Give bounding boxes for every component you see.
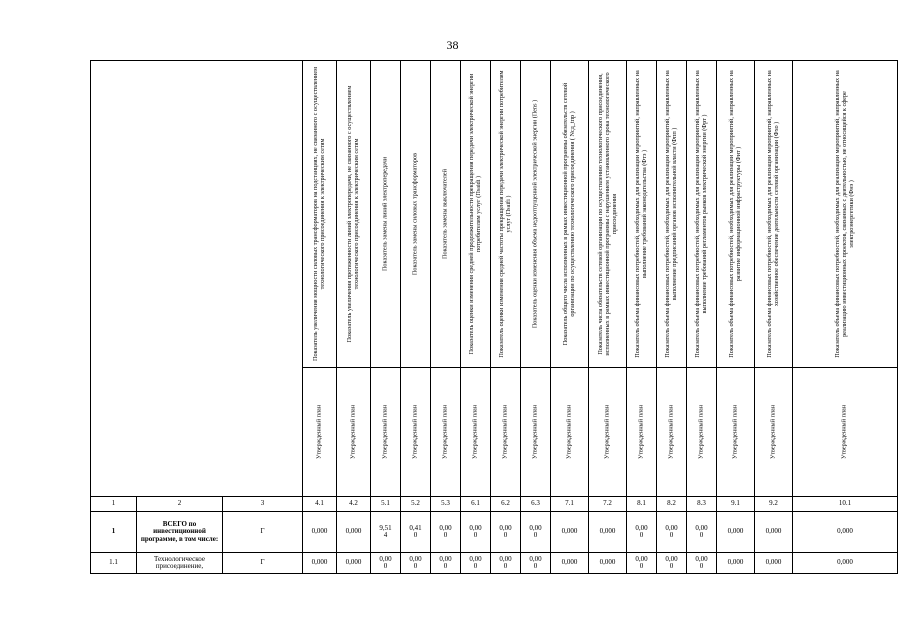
measure-header: Показатель увеличения протяженности линий электропередачи, не связанного с осуществлением технологического присоединения к электрическим сетям xyxy=(337,61,371,368)
value-cell: 0,00 0 xyxy=(491,553,521,574)
measure-header: Показатель объема финансовых потребностей, необходимых для реализации мероприятий, направленных на выполнение требований регламентов рынков электрической энергии (Фрт ) xyxy=(687,61,717,368)
value-cell: 0,00 0 xyxy=(461,553,491,574)
column-number: 9.2 xyxy=(755,497,793,512)
plan-header: Утвержденный план xyxy=(793,368,898,497)
row-number: 1.1 xyxy=(91,553,137,574)
indicators-table xyxy=(90,60,898,574)
column-number: 8.2 xyxy=(657,497,687,512)
header-blank-cell xyxy=(91,61,303,497)
measure-header: Показатель объема финансовых потребностей, необходимых для реализации мероприятий, направленных на хозяйственное обеспечение деятельности сетевой организации (Фхо ) xyxy=(755,61,793,368)
measure-header: Показатель оценки изменения средней продолжительности прекращения передачи электрической энергии потребителям услуг (Пsaidi ) xyxy=(461,61,491,368)
row-id: Г xyxy=(223,512,303,553)
row-number: 1 xyxy=(91,512,137,553)
column-number: 6.1 xyxy=(461,497,491,512)
column-number: 8.1 xyxy=(627,497,657,512)
measure-header: Показатель объема финансовых потребностей, необходимых для реализации мероприятий, направленных на выполнение требований законодательства (Фтз ) xyxy=(627,61,657,368)
row-name: ВСЕГО по инвестиционной программе, в том числе: xyxy=(137,512,223,553)
value-cell: 0,00 0 xyxy=(627,553,657,574)
measure-header: Показатель объема финансовых потребностей, необходимых для реализации мероприятий, направленных на выполнение предписаний органов исполнительной власти (Фпп ) xyxy=(657,61,687,368)
measure-header: Показатель замены линий электропередачи xyxy=(371,61,401,368)
plan-header: Утвержденный план xyxy=(461,368,491,497)
value-cell: 0,000 xyxy=(337,553,371,574)
table-row xyxy=(91,553,898,574)
plan-header: Утвержденный план xyxy=(551,368,589,497)
value-cell: 9,51 4 xyxy=(371,512,401,553)
value-cell: 0,000 xyxy=(551,512,589,553)
value-cell: 0,00 0 xyxy=(431,553,461,574)
measure-header: Показатель замены выключателей xyxy=(431,61,461,368)
plan-header: Утвержденный план xyxy=(755,368,793,497)
plan-header: Утвержденный план xyxy=(657,368,687,497)
value-cell: 0,000 xyxy=(337,512,371,553)
column-number: 10.1 xyxy=(793,497,898,512)
plan-header: Утвержденный план xyxy=(589,368,627,497)
value-cell: 0,00 0 xyxy=(431,512,461,553)
plan-header: Утвержденный план xyxy=(491,368,521,497)
value-cell: 0,000 xyxy=(717,553,755,574)
table-row xyxy=(91,512,898,553)
plan-header: Утвержденный план xyxy=(401,368,431,497)
value-cell: 0,00 0 xyxy=(687,553,717,574)
column-number: 7.1 xyxy=(551,497,589,512)
column-number: 8.3 xyxy=(687,497,717,512)
value-cell: 0,000 xyxy=(717,512,755,553)
value-cell: 0,00 0 xyxy=(461,512,491,553)
value-cell: 0,00 0 xyxy=(371,553,401,574)
value-cell: 0,000 xyxy=(755,512,793,553)
plan-header: Утвержденный план xyxy=(303,368,337,497)
value-cell: 0,000 xyxy=(303,553,337,574)
column-number: 6.2 xyxy=(491,497,521,512)
column-number: 6.3 xyxy=(521,497,551,512)
row-name: Технологическое присоединение, xyxy=(137,553,223,574)
plan-header: Утвержденный план xyxy=(521,368,551,497)
measure-header: Показатель увеличения мощности силовых трансформаторов на подстанциях, не связанного с осуществлением технологического присоединения к электрическим сетям xyxy=(303,61,337,368)
row-id: Г xyxy=(223,553,303,574)
value-cell: 0,000 xyxy=(303,512,337,553)
plan-header: Утвержденный план xyxy=(627,368,657,497)
value-cell: 0,00 0 xyxy=(491,512,521,553)
measure-header: Показатель общего числа исполненных в рамках инвестиционной программы обязательств сетевой организации по осуществлению технологического присоединения ( Nсд_tпр ) xyxy=(551,61,589,368)
value-cell: 0,000 xyxy=(551,553,589,574)
value-cell: 0,00 0 xyxy=(657,512,687,553)
column-number: 4.2 xyxy=(337,497,371,512)
measure-header: Показатель числа обязательств сетевой организации по осуществлению технологического присоединения, исполненных в рамках инвестиционной программы с нарушением установленного срока технологического присоединения xyxy=(589,61,627,368)
measure-header: Показатель оценки изменения средней частоты прекращения передачи электрической энергии потребителям услуг (Пsaifi ) xyxy=(491,61,521,368)
column-number: 4.1 xyxy=(303,497,337,512)
value-cell: 0,000 xyxy=(793,512,898,553)
column-number: 9.1 xyxy=(717,497,755,512)
measure-header: Показатель объема финансовых потребностей, необходимых для реализации мероприятий, направленных на реализацию инвестиционных проектов, связанных с деятельностью, не относящейся к сфере электроэнергетики (Фнэ ) xyxy=(793,61,898,368)
measure-header: Показатель замены силовых трансформаторов xyxy=(401,61,431,368)
column-number: 1 xyxy=(91,497,137,512)
value-cell: 0,00 0 xyxy=(627,512,657,553)
plan-header: Утвержденный план xyxy=(431,368,461,497)
page-number: 38 xyxy=(446,38,459,52)
plan-header: Утвержденный план xyxy=(687,368,717,497)
plan-header: Утвержденный план xyxy=(717,368,755,497)
value-cell: 0,00 0 xyxy=(521,553,551,574)
value-cell: 0,41 0 xyxy=(401,512,431,553)
column-number: 5.3 xyxy=(431,497,461,512)
plan-header: Утвержденный план xyxy=(371,368,401,497)
value-cell: 0,000 xyxy=(755,553,793,574)
value-cell: 0,00 0 xyxy=(657,553,687,574)
value-cell: 0,000 xyxy=(589,512,627,553)
column-number: 3 xyxy=(223,497,303,512)
column-number: 5.1 xyxy=(371,497,401,512)
value-cell: 0,00 0 xyxy=(687,512,717,553)
measure-header: Показатель объема финансовых потребностей, необходимых для реализации мероприятий, направленных на развитие информационной инфраструктуры (Фит ) xyxy=(717,61,755,368)
value-cell: 0,000 xyxy=(589,553,627,574)
value-cell: 0,000 xyxy=(793,553,898,574)
plan-header: Утвержденный план xyxy=(337,368,371,497)
value-cell: 0,00 0 xyxy=(521,512,551,553)
measure-header: Показатель оценки изменения объема недоотпущенной электрической энергии (Пens ) xyxy=(521,61,551,368)
column-number: 7.2 xyxy=(589,497,627,512)
column-number: 5.2 xyxy=(401,497,431,512)
column-number: 2 xyxy=(137,497,223,512)
value-cell: 0,00 0 xyxy=(401,553,431,574)
